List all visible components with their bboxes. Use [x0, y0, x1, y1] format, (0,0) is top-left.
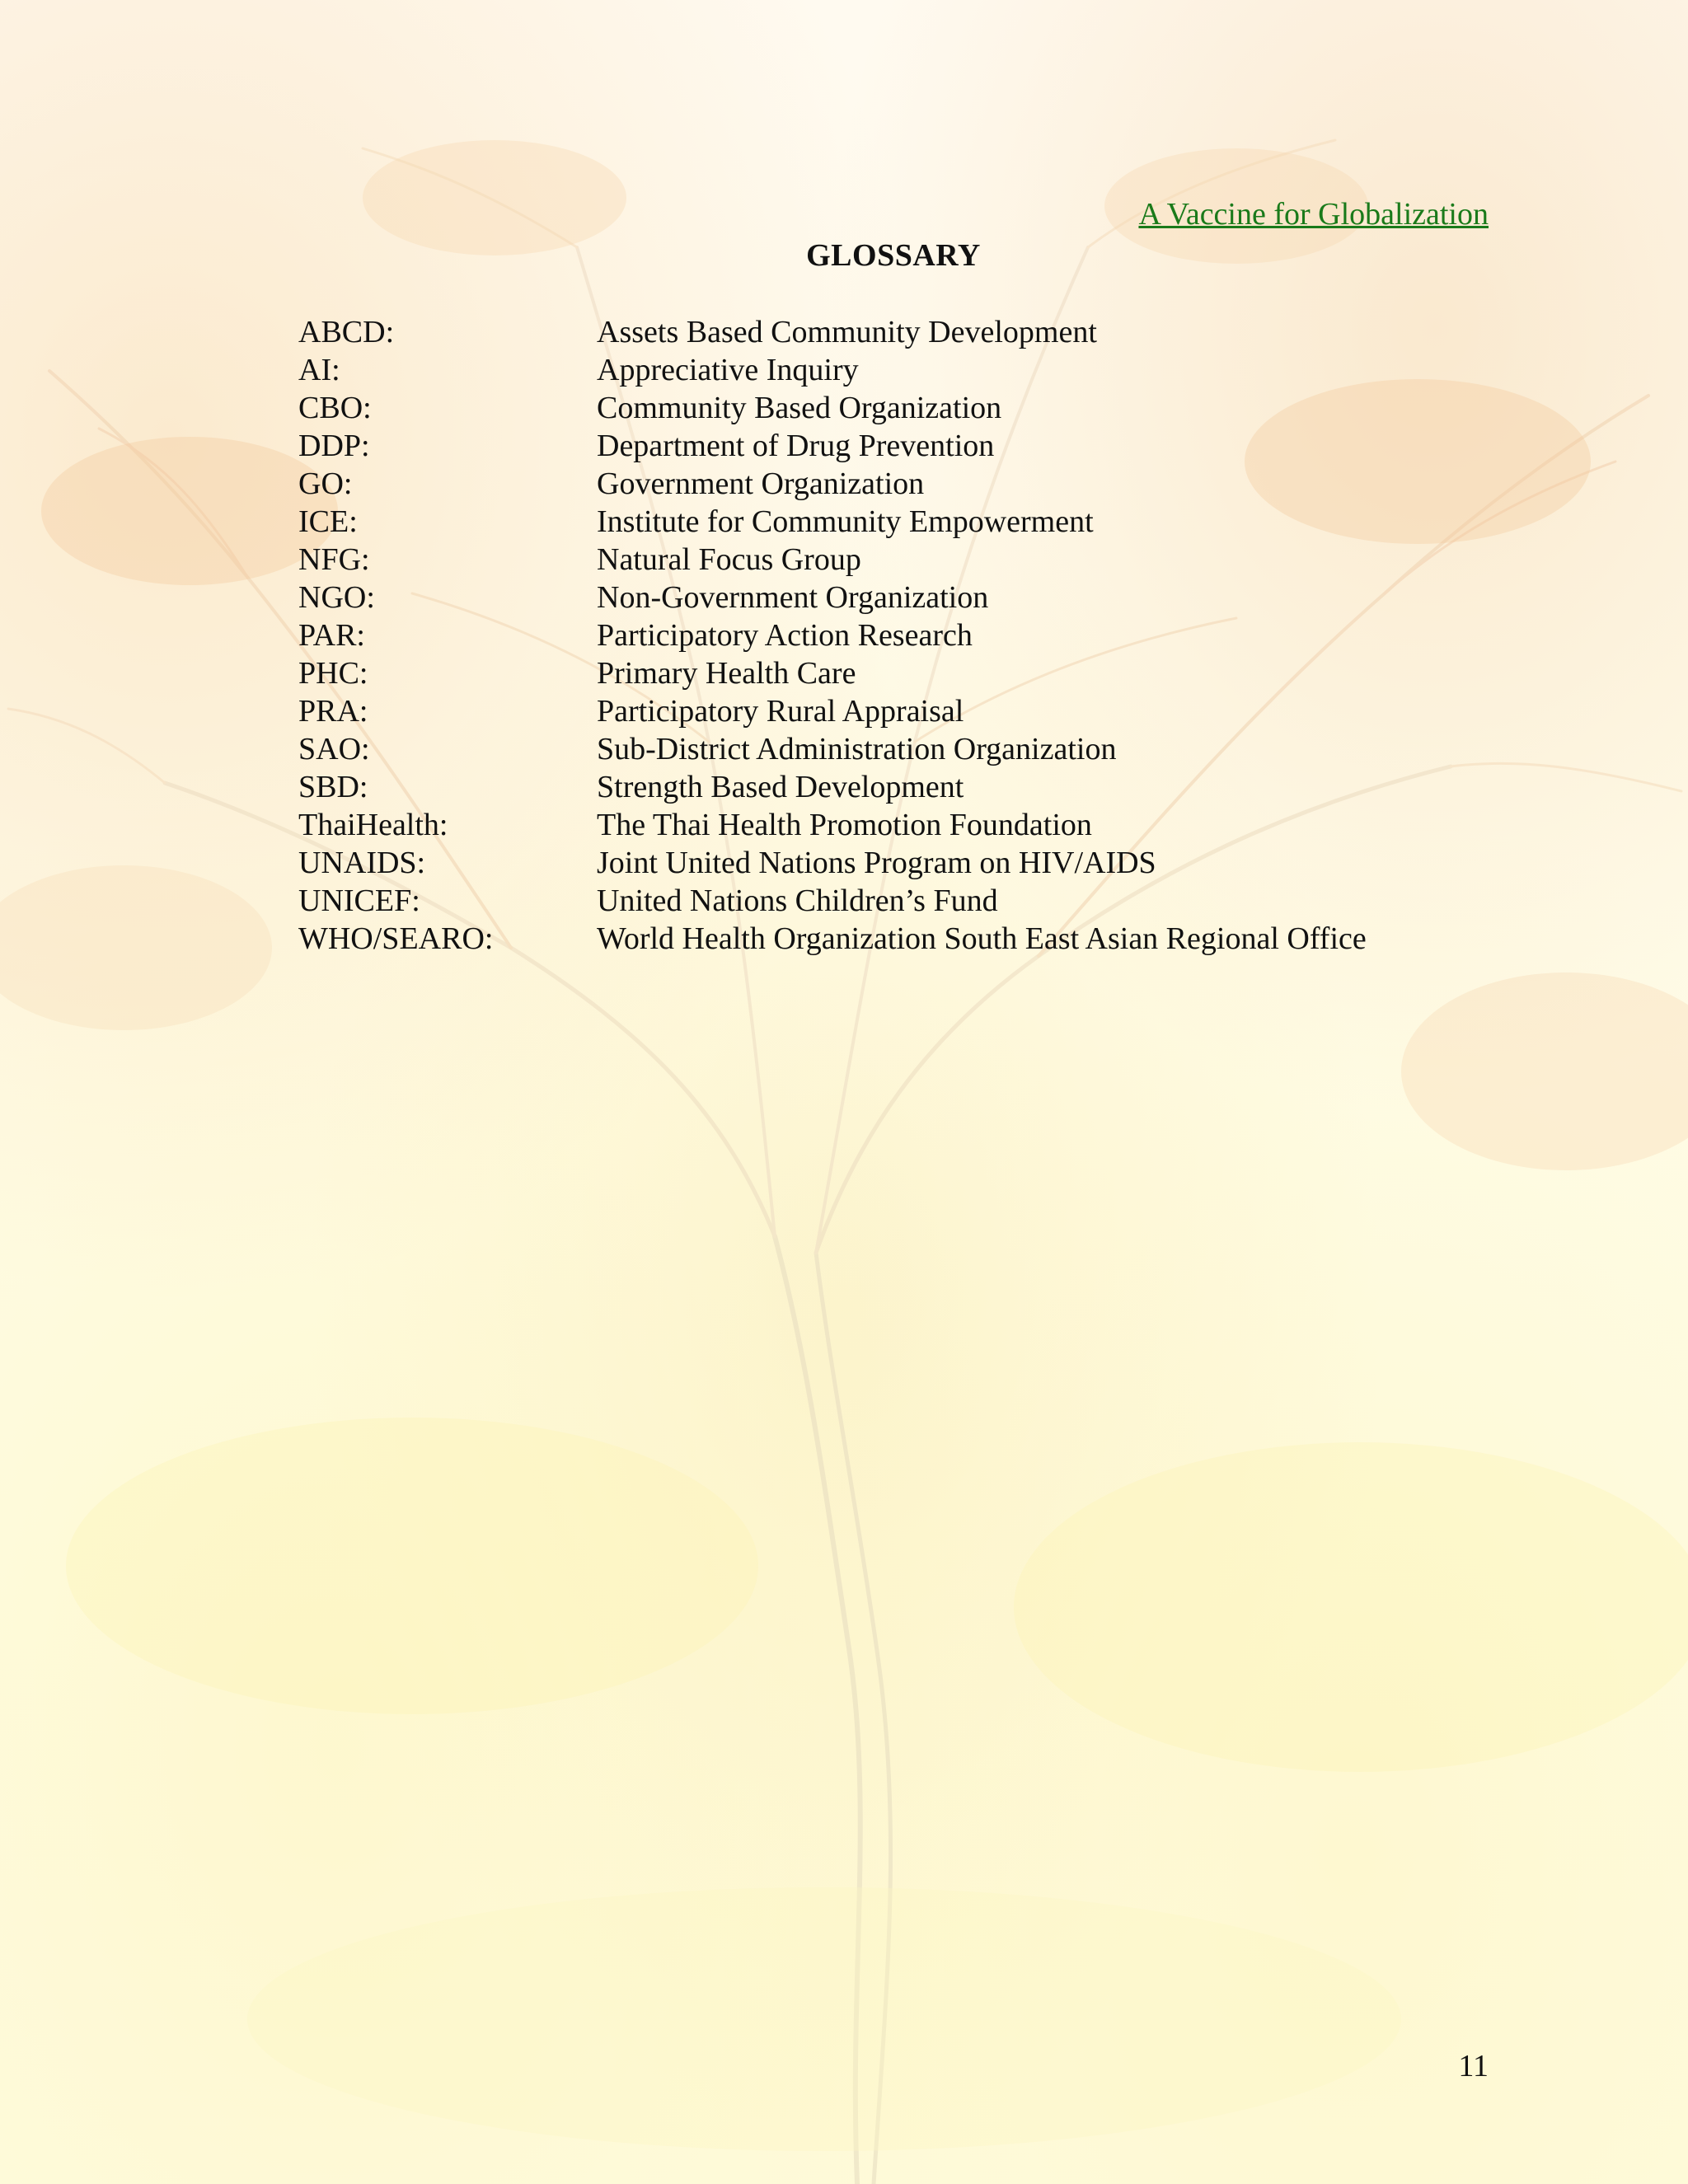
glossary-definition: Participatory Rural Appraisal	[597, 694, 964, 729]
glossary-definition: Participatory Action Research	[597, 618, 973, 653]
glossary-term: UNICEF:	[298, 883, 420, 918]
glossary-definition: Institute for Community Empowerment	[597, 504, 1094, 539]
glossary-term: UNAIDS:	[298, 846, 426, 880]
glossary-definition: The Thai Health Promotion Foundation	[597, 808, 1092, 842]
glossary-entry	[298, 579, 1535, 616]
glossary-entry	[298, 730, 1535, 768]
glossary-definition: World Health Organization South East Asian Regional Office	[597, 921, 1367, 956]
glossary-term: NFG:	[298, 542, 370, 577]
glossary-term: ABCD:	[298, 315, 395, 349]
glossary-entry	[298, 882, 1535, 920]
glossary-term: PHC:	[298, 656, 368, 691]
glossary-entry	[298, 427, 1535, 465]
glossary-definition: Department of Drug Prevention	[597, 429, 995, 463]
glossary-definition: Natural Focus Group	[597, 542, 861, 577]
glossary-entry	[298, 351, 1535, 389]
glossary-term: SBD:	[298, 770, 368, 804]
glossary-entry	[298, 920, 1535, 958]
glossary-entry	[298, 541, 1535, 579]
page-title: GLOSSARY	[806, 238, 981, 273]
glossary-entry	[298, 844, 1535, 882]
glossary-term: DDP:	[298, 429, 370, 463]
glossary-entry	[298, 654, 1535, 692]
glossary-definition: Joint United Nations Program on HIV/AIDS	[597, 846, 1156, 880]
glossary-term: WHO/SEARO:	[298, 921, 494, 956]
glossary-term: CBO:	[298, 391, 372, 425]
glossary-term: ThaiHealth:	[298, 808, 448, 842]
glossary-definition: Sub-District Administration Organization	[597, 732, 1117, 766]
glossary-definition: Primary Health Care	[597, 656, 856, 691]
glossary-definition: Appreciative Inquiry	[597, 353, 859, 387]
glossary-entry	[298, 616, 1535, 654]
glossary-list	[298, 313, 1535, 958]
glossary-definition: Non-Government Organization	[597, 580, 989, 615]
glossary-definition: Community Based Organization	[597, 391, 1002, 425]
glossary-term: AI:	[298, 353, 340, 387]
running-title-link[interactable]: A Vaccine for Globalization	[1138, 197, 1489, 232]
glossary-term: SAO:	[298, 732, 370, 766]
glossary-entry	[298, 313, 1535, 351]
glossary-term: PRA:	[298, 694, 368, 729]
glossary-term: ICE:	[298, 504, 358, 539]
glossary-entry	[298, 389, 1535, 427]
glossary-term: PAR:	[298, 618, 365, 653]
glossary-definition: Strength Based Development	[597, 770, 964, 804]
page-number: 11	[1458, 2049, 1489, 2083]
glossary-definition: United Nations Children’s Fund	[597, 883, 998, 918]
glossary-entry	[298, 768, 1535, 806]
glossary-entry	[298, 465, 1535, 503]
glossary-term: NGO:	[298, 580, 375, 615]
glossary-entry	[298, 692, 1535, 730]
glossary-definition: Assets Based Community Development	[597, 315, 1097, 349]
glossary-entry	[298, 503, 1535, 541]
glossary-definition: Government Organization	[597, 466, 925, 501]
glossary-term: GO:	[298, 466, 353, 501]
glossary-entry	[298, 806, 1535, 844]
